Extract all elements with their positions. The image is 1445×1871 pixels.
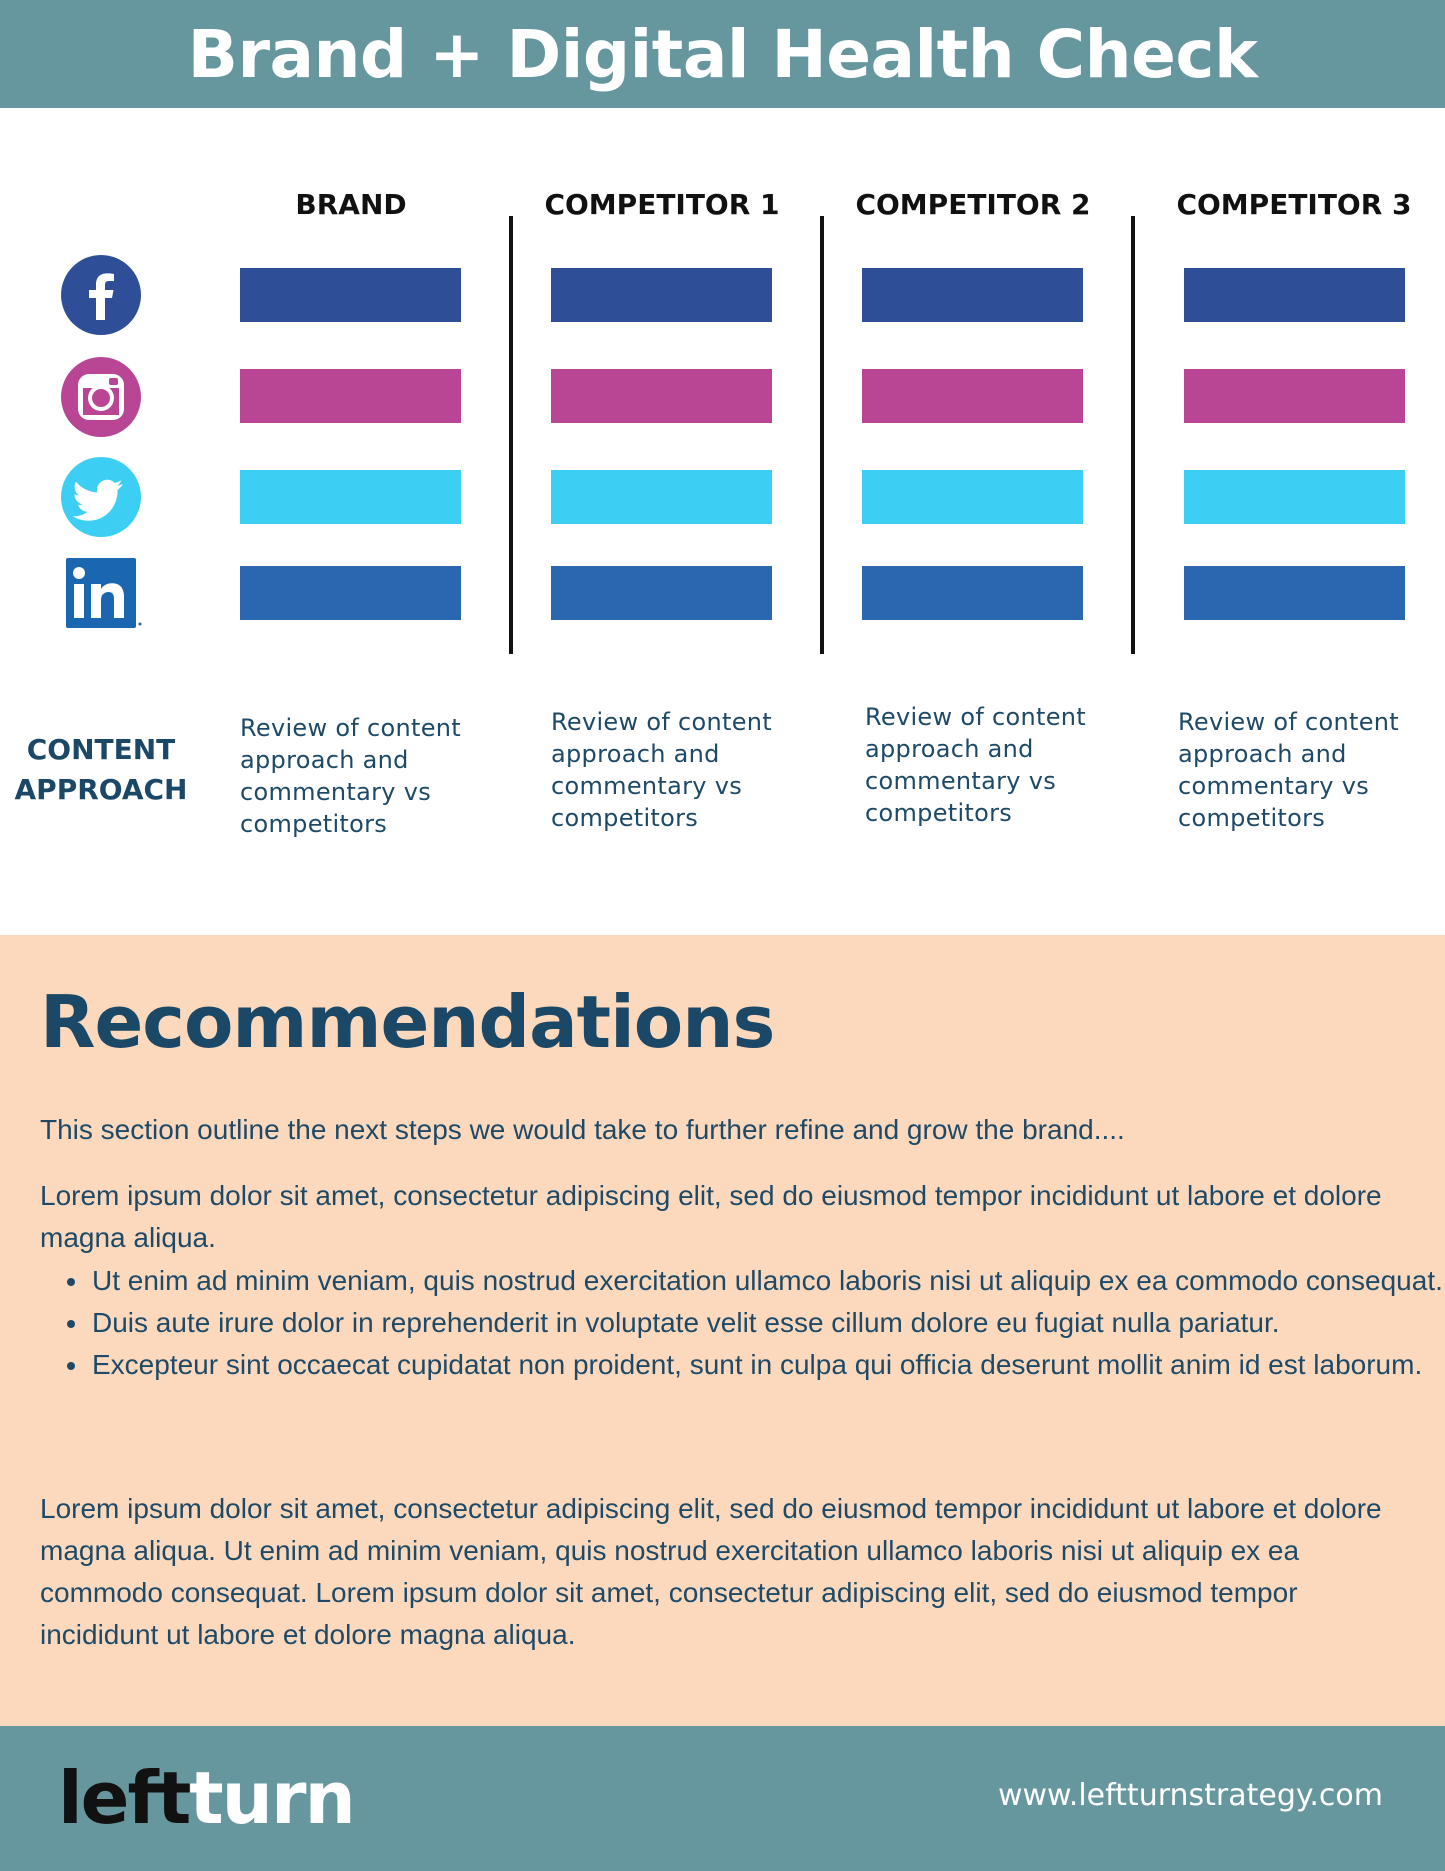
column-divider (509, 216, 513, 654)
twitter-bar-col-3 (862, 470, 1083, 524)
facebook-bar-col-1 (240, 268, 461, 322)
instagram-bar-col-1 (240, 369, 461, 423)
instagram-bar-col-4 (1184, 369, 1405, 423)
instagram-bar-col-3 (862, 369, 1083, 423)
page-title: Brand + Digital Health Check (187, 15, 1258, 93)
content-approach-label-line1: CONTENT (26, 733, 176, 766)
website-link[interactable]: www.leftturnstrategy.com (997, 1778, 1383, 1813)
column-header-competitor-2: COMPETITOR 2 (855, 188, 1091, 221)
linkedin-bar-col-1 (240, 566, 461, 620)
linkedin-bar-col-3 (862, 566, 1083, 620)
logo-part-turn: turn (189, 1756, 354, 1840)
instagram-icon (60, 356, 142, 438)
column-divider (820, 216, 824, 654)
page-footer (0, 1726, 1445, 1871)
twitter-bar-col-2 (551, 470, 772, 524)
column-header-competitor-1: COMPETITOR 1 (544, 188, 780, 221)
twitter-bar-col-4 (1184, 470, 1405, 524)
logo-part-left: left (58, 1756, 190, 1840)
content-approach-label-line2: APPROACH (14, 773, 188, 806)
leftturn-logo (58, 1756, 354, 1840)
facebook-bar-col-2 (551, 268, 772, 322)
recommendations-section (0, 935, 1445, 1726)
linkedin-bar-col-4 (1184, 566, 1405, 620)
recommendations-paragraph-1: Lorem ipsum dolor sit amet, consectetur adipiscing elit, sed do eiusmod tempor incididunt ut labore et dolore magna aliqua. (40, 1180, 1382, 1253)
instagram-bar-col-2 (551, 369, 772, 423)
facebook-icon (60, 254, 142, 336)
facebook-bar-col-3 (862, 268, 1083, 322)
column-header-competitor-3: COMPETITOR 3 (1176, 188, 1412, 221)
linkedin-icon (60, 556, 142, 638)
recommendations-paragraph-2: Lorem ipsum dolor sit amet, consectetur adipiscing elit, sed do eiusmod tempor incididunt ut labore et dolore magna aliqua. Ut enim ad minim veniam, quis nostrud exercitation ullamco laboris nisi ut aliquip ex ea commodo consequat. Lorem ipsum dolor sit amet, consectetur adipiscing elit, sed do eiusmod tempor incididunt ut labore et dolore magna aliqua. (40, 1493, 1382, 1650)
linkedin-bar-col-2 (551, 566, 772, 620)
recommendations-intro: This section outline the next steps we would take to further refine and grow the brand.... (40, 1114, 1125, 1145)
bullet-item: • Duis aute irure dolor in reprehenderit in voluptate velit esse cillum dolore eu fugiat nulla pariatur. (90, 1302, 1445, 1344)
content-approach-label (12, 730, 190, 810)
recommendations-bullet-list (40, 1260, 1445, 1386)
column-header-brand: BRAND (295, 188, 407, 221)
content-review-competitor-2: Review of content approach and commentary vs competitors (865, 703, 1087, 827)
content-review-competitor-3: Review of content approach and commentary vs competitors (1178, 708, 1400, 832)
content-review-competitor-1: Review of content approach and commentary vs competitors (551, 708, 773, 832)
bullet-item: • Excepteur sint occaecat cupidatat non proident, sunt in culpa qui officia deserunt mollit anim id est laborum. (90, 1344, 1445, 1386)
twitter-bar-col-1 (240, 470, 461, 524)
page-header (0, 0, 1445, 108)
content-review-brand: Review of content approach and commentary vs competitors (240, 714, 462, 838)
column-divider (1131, 216, 1135, 654)
facebook-bar-col-4 (1184, 268, 1405, 322)
recommendations-title: Recommendations (40, 980, 775, 1064)
twitter-icon (60, 456, 142, 538)
bullet-item: • Ut enim ad minim veniam, quis nostrud exercitation ullamco laboris nisi ut aliquip ex ea commodo consequat. (90, 1260, 1445, 1302)
